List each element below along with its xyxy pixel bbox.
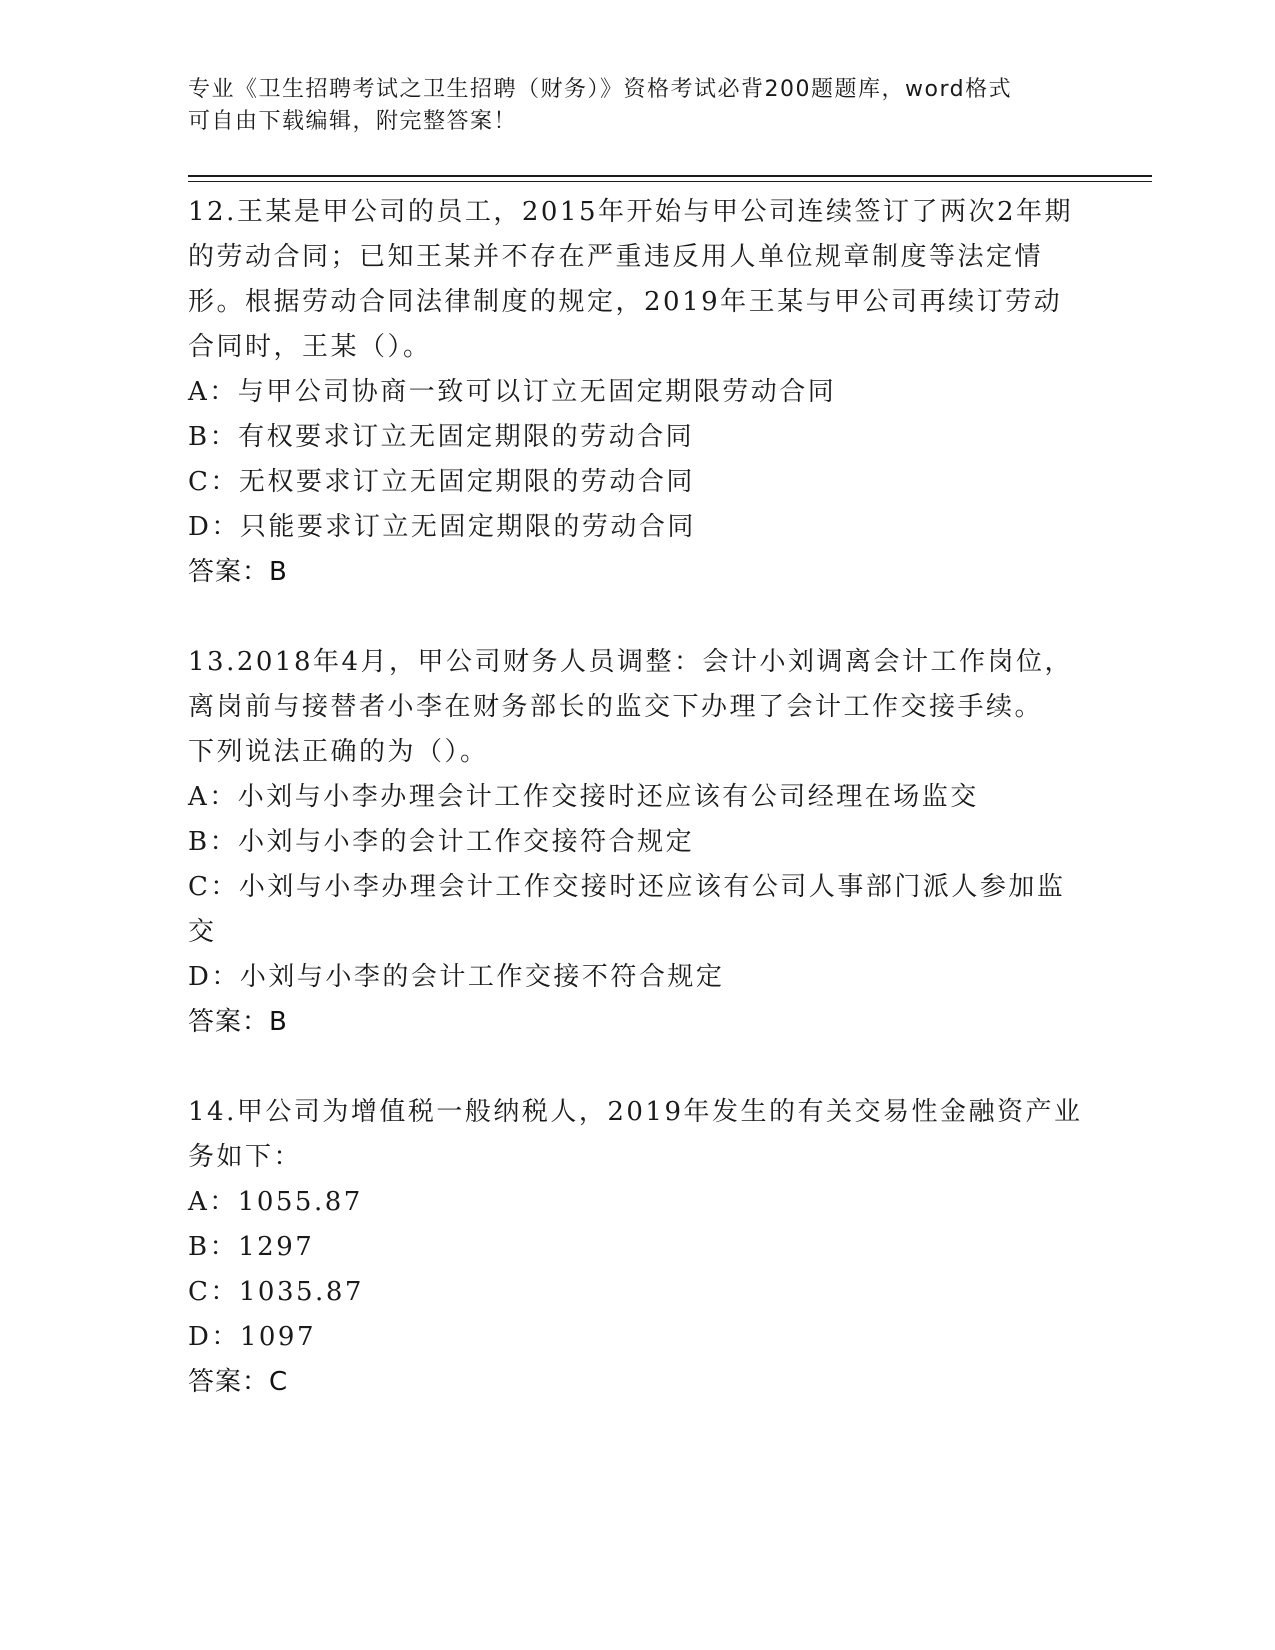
question-stem-line: 14.甲公司为增值税一般纳税人，2019年发生的有关交易性金融资产业 <box>188 1097 1083 1127</box>
question-stem-line: 形。根据劳动合同法律制度的规定，2019年王某与甲公司再续订劳动 <box>188 287 1063 317</box>
answer-label: 答案：C <box>188 1367 289 1397</box>
header-line: 专业《卫生招聘考试之卫生招聘（财务）》资格考试必背200题题库，word格式 <box>188 77 1013 102</box>
question-12 <box>188 190 1088 595</box>
option-d: D：小刘与小李的会计工作交接不符合规定 <box>188 962 725 992</box>
option-b: B：1297 <box>188 1232 315 1262</box>
option-b: B：有权要求订立无固定期限的劳动合同 <box>188 422 695 452</box>
option-c-continued: 交 <box>188 917 217 947</box>
option-b: B：小刘与小李的会计工作交接符合规定 <box>188 827 695 857</box>
option-c: C：无权要求订立无固定期限的劳动合同 <box>188 467 695 497</box>
question-stem-line: 下列说法正确的为（）。 <box>188 737 489 767</box>
question-14 <box>188 1090 1088 1405</box>
option-a: A：小刘与小李办理会计工作交接时还应该有公司经理在场监交 <box>188 782 979 812</box>
question-stem-line: 12.王某是甲公司的员工，2015年开始与甲公司连续签订了两次2年期 <box>188 197 1074 227</box>
question-stem-line: 13.2018年4月，甲公司财务人员调整：会计小刘调离会计工作岗位， <box>188 647 1074 677</box>
question-stem-line: 离岗前与接替者小李在财务部长的监交下办理了会计工作交接手续。 <box>188 692 1044 722</box>
document-header <box>188 74 1068 138</box>
option-c: C：1035.87 <box>188 1277 364 1307</box>
question-spacer <box>188 1045 1088 1090</box>
option-a: A：与甲公司协商一致可以订立无固定期限劳动合同 <box>188 377 837 407</box>
option-a: A：1055.87 <box>188 1187 363 1217</box>
option-d: D：只能要求订立无固定期限的劳动合同 <box>188 512 696 542</box>
header-rule-thick <box>188 175 1152 177</box>
option-c: C：小刘与小李办理会计工作交接时还应该有公司人事部门派人参加监 <box>188 872 1066 902</box>
question-13 <box>188 640 1088 1045</box>
option-d: D：1097 <box>188 1322 317 1352</box>
question-spacer <box>188 595 1088 640</box>
header-line: 可自由下载编辑，附完整答案！ <box>188 109 518 134</box>
answer-label: 答案：B <box>188 557 288 587</box>
question-list <box>188 190 1088 1405</box>
question-stem-line: 的劳动合同；已知王某并不存在严重违反用人单位规章制度等法定情 <box>188 242 1044 272</box>
header-rule-thin <box>188 181 1152 182</box>
question-stem-line: 合同时，王某（）。 <box>188 332 432 362</box>
question-stem-line: 务如下： <box>188 1142 303 1172</box>
answer-label: 答案：B <box>188 1007 288 1037</box>
